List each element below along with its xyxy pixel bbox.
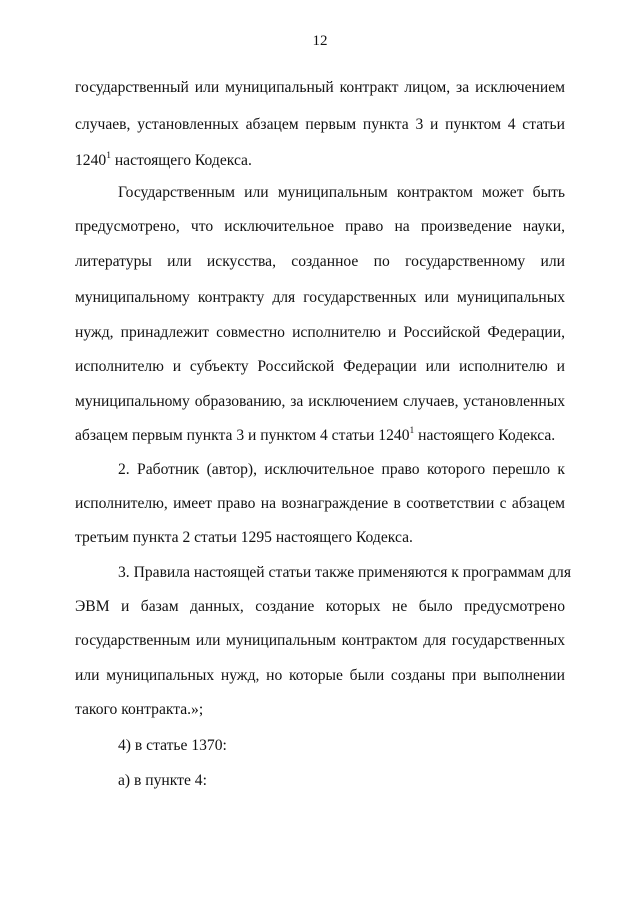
text-line: Государственным или муниципальным контрактом может быть <box>118 184 565 201</box>
text-line: предусмотрено, что исключительное право на произведение науки, <box>75 218 565 235</box>
text-line: третьим пункта 2 статьи 1295 настоящего Кодекса. <box>75 529 413 546</box>
text-line: государственный или муниципальный контракт лицом, за исключением <box>75 79 565 96</box>
text-line: случаев, установленных абзацем первым пункта 3 и пунктом 4 статьи <box>75 116 565 133</box>
text-fragment: абзацем первым пункта 3 и пунктом 4 статьи 1240 <box>75 427 410 444</box>
text-fragment: настоящего Кодекса. <box>110 152 252 169</box>
text-line: ЭВМ и базам данных, создание которых не было предусмотрено <box>75 598 565 615</box>
text-line: исполнителю и субъекту Российской Федерации или исполнителю и <box>75 358 565 375</box>
text-line: муниципальному контракту для государственных или муниципальных <box>75 289 565 306</box>
text-line <box>75 151 252 170</box>
text-line: 4) в статье 1370: <box>118 737 227 754</box>
text-line: 3. Правила настоящей статьи также применяются к программам для <box>118 564 571 581</box>
text-fragment: 1240 <box>75 152 107 169</box>
text-line: исполнителю, имеет право на вознаграждение в соответствии с абзацем <box>75 495 565 512</box>
text-line <box>75 426 555 445</box>
text-line: 2. Работник (автор), исключительное право которого перешло к <box>118 461 565 478</box>
page-number: 12 <box>312 33 328 49</box>
text-line: или муниципальных нужд, но которые были созданы при выполнении <box>75 667 565 684</box>
text-line: государственным или муниципальным контрактом для государственных <box>75 632 565 649</box>
text-line: нужд, принадлежит совместно исполнителю и Российской Федерации, <box>75 324 565 341</box>
superscript: 1 <box>409 425 415 436</box>
text-fragment: настоящего Кодекса. <box>414 427 556 444</box>
text-line: муниципальному образованию, за исключением случаев, установленных <box>75 393 565 410</box>
text-line: а) в пункте 4: <box>118 772 207 789</box>
text-line: такого контракта.»; <box>75 701 204 718</box>
text-line: литературы или искусства, созданное по государственному или <box>75 253 565 270</box>
superscript: 1 <box>106 150 111 161</box>
